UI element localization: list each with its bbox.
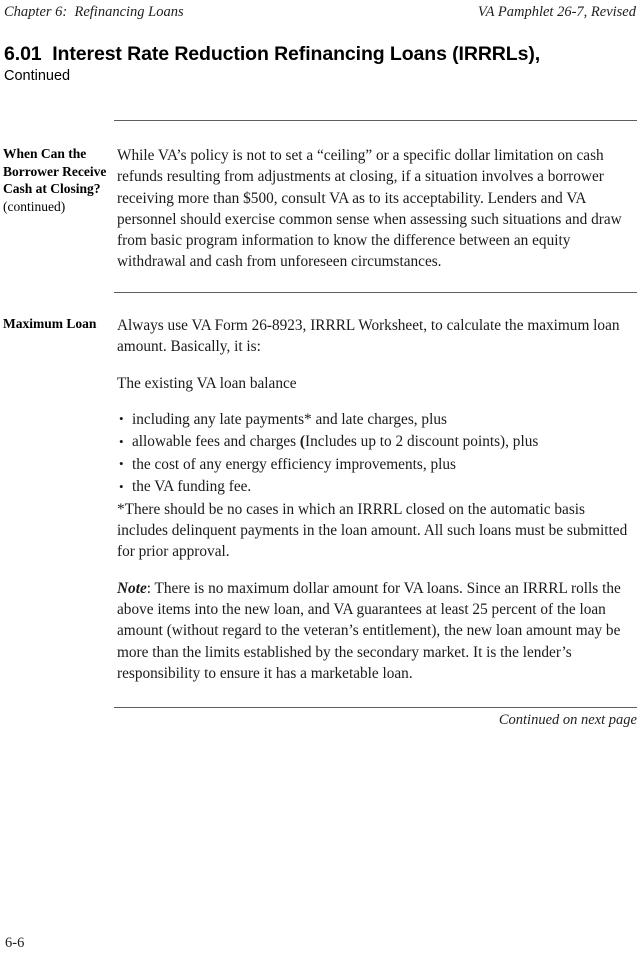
paragraph-note	[117, 578, 633, 684]
section-label-text: When Can the Borrower Receive Cash at Closing?	[3, 146, 107, 196]
section-body-cash-at-closing	[117, 145, 633, 273]
list-item-text: the VA funding fee.	[132, 478, 252, 496]
list-item	[117, 476, 633, 499]
list-item	[117, 431, 633, 454]
paragraph: While VA’s policy is not to set a “ceiling” or a specific dollar limitation on cash refunds resulting from adjustments at closing, if a situation involves a borrower receiving more than $500, consult VA as to its acceptability. Lenders and VA personnel should exercise common sense when assessing such situations and draw from basic program information to know the difference between an equity withdrawal and cash from unforeseen circumstances.	[117, 147, 622, 271]
divider-rule-footer	[114, 707, 637, 708]
list-item-text: the cost of any energy efficiency improvements, plus	[132, 455, 456, 473]
divider-rule-middle	[114, 292, 637, 293]
page-title: 6.01 Interest Rate Reduction Refinancing Loans (IRRRLs),	[4, 43, 541, 65]
section-label-text: Maximum Loan	[3, 316, 97, 331]
header-publication-title: VA Pamphlet 26-7, Revised	[477, 4, 636, 20]
paragraph-lead-in: The existing VA loan balance	[117, 374, 297, 392]
list-item	[117, 454, 633, 477]
continued-on-next-page: Continued on next page	[498, 712, 637, 728]
section-label-maximum-loan	[3, 315, 109, 333]
list-item-bold-paren: (	[299, 433, 306, 451]
list-item-text: including any late payments* and late charges, plus	[132, 410, 447, 428]
section-label-continued: (continued)	[3, 198, 66, 214]
section-body-maximum-loan	[117, 315, 633, 684]
paragraph-footnote: *There should be no cases in which an IRRRL closed on the automatic basis includes delinquent payments in the loan amount. All such loans must be submitted for prior approval.	[117, 500, 628, 561]
section-title-block	[4, 42, 636, 86]
paragraph-intro: Always use VA Form 26-8923, IRRRL Worksheet, to calculate the maximum loan amount. Basically, it is:	[117, 317, 620, 356]
divider-rule-top	[114, 120, 637, 121]
note-text: : There is no maximum dollar amount for VA loans. Since an IRRRL rolls the above items into the new loan, and VA guarantees at least 25 percent of the loan amount (without regard to the veteran’s entitlement), the new loan amount may be more than the limits established by the secondary market. It is the lender’s responsibility to ensure it has a marketable loan.	[117, 579, 621, 682]
list-item-text: allowable fees and charges	[132, 433, 300, 451]
section-label-cash-at-closing	[3, 145, 109, 215]
header-chapter-title: Chapter 6: Refinancing Loans	[4, 4, 184, 20]
maximum-loan-bullet-list	[117, 409, 633, 499]
page-number: 6-6	[5, 935, 25, 951]
list-item-text-tail: Includes up to 2 discount points), plus	[305, 433, 539, 451]
note-label: Note	[117, 579, 147, 597]
page-title-continued: Continued	[4, 68, 71, 84]
running-header	[0, 0, 640, 24]
list-item	[117, 409, 633, 432]
